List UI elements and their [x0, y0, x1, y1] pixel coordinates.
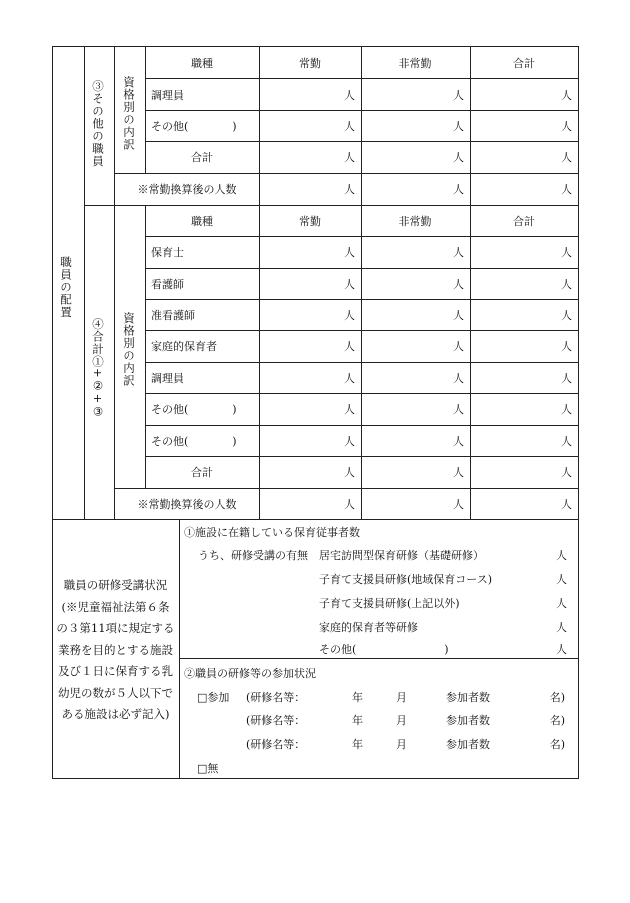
parttime-cell: 人: [453, 89, 464, 102]
fulltime-cell: 人: [344, 89, 355, 102]
column-header: 職種: [191, 57, 213, 70]
training-unit: 人: [556, 573, 567, 586]
fulltime-cell: 人: [344, 340, 355, 353]
fulltime-cell: 人: [344, 151, 355, 164]
training-unit: 人: [556, 597, 567, 610]
section2-title: ②職員の研修等の参加状況: [184, 667, 316, 680]
total-cell: 人: [561, 246, 572, 259]
total-cell: 人: [561, 89, 572, 102]
total-staff-label: ④合計①+②+③: [91, 318, 105, 420]
fulltime-cell: 人: [344, 120, 355, 133]
job-type-cell: 合計: [191, 151, 213, 164]
training-name: 家庭的保育者等研修: [319, 621, 418, 634]
job-type-cell: その他( ): [151, 435, 237, 448]
month-field[interactable]: 月: [396, 714, 407, 727]
section1-prefix: うち、研修受講の有無: [198, 549, 308, 562]
training-name: 子育て支援員研修(上記以外): [319, 597, 460, 610]
fulltime-cell: 人: [344, 278, 355, 291]
none-checkbox[interactable]: □無: [197, 762, 219, 775]
training-note-line: ある施設は必ず記入): [61, 707, 170, 721]
section1-title: ①施設に在籍している保育従事者数: [184, 526, 360, 539]
parttime-cell: 人: [453, 340, 464, 353]
count-unit: 名): [549, 738, 565, 751]
training-note-line: の３第11項に規定する: [56, 621, 175, 635]
total-cell: 人: [561, 120, 572, 133]
parttime-cell: 人: [453, 498, 464, 511]
job-type-cell: 看護師: [151, 278, 184, 291]
total-cell: 人: [561, 340, 572, 353]
total-cell: 人: [561, 309, 572, 322]
column-header: 合計: [513, 215, 535, 228]
training-name-field[interactable]: (研修名等：: [246, 738, 306, 751]
parttime-cell: 人: [453, 435, 464, 448]
fte-label: ※常勤換算後の人数: [137, 498, 237, 511]
training-name-field[interactable]: (研修名等：: [246, 691, 306, 704]
parttime-cell: 人: [453, 183, 464, 196]
training-unit: 人: [556, 549, 567, 562]
total-cell: 人: [561, 466, 572, 479]
total-cell: 人: [561, 151, 572, 164]
training-name: 子育て支援員研修(地域保育コース): [319, 573, 493, 586]
participant-count-field[interactable]: 参加者数: [446, 738, 490, 751]
total-cell: 人: [561, 278, 572, 291]
job-type-cell: 准看護師: [151, 309, 195, 322]
training-note-line: 幼児の数が５人以下で: [58, 686, 173, 700]
column-header: 常勤: [299, 215, 321, 228]
section-label-staff-placement: 職員の配置: [59, 256, 73, 319]
column-header: 非常勤: [398, 215, 432, 228]
fulltime-cell: 人: [344, 246, 355, 259]
column-header: 非常勤: [398, 57, 432, 70]
parttime-cell: 人: [453, 151, 464, 164]
fulltime-cell: 人: [344, 372, 355, 385]
training-unit: 人: [556, 621, 567, 634]
parttime-cell: 人: [453, 466, 464, 479]
job-type-cell: 調理員: [151, 372, 184, 385]
parttime-cell: 人: [453, 403, 464, 416]
participant-count-field[interactable]: 参加者数: [446, 691, 490, 704]
training-title: 職員の研修受講状況: [63, 578, 168, 592]
parttime-cell: 人: [453, 278, 464, 291]
fulltime-cell: 人: [344, 309, 355, 322]
total-staff-breakdown-label: 資格別の内訳: [122, 312, 136, 387]
job-type-cell: 合計: [191, 466, 213, 479]
training-name: 居宅訪問型保育研修（基礎研修）: [319, 549, 484, 562]
count-unit: 名): [549, 714, 565, 727]
fulltime-cell: 人: [344, 435, 355, 448]
count-unit: 名): [549, 691, 565, 704]
fulltime-cell: 人: [344, 183, 355, 196]
column-header: 職種: [191, 215, 213, 228]
column-header: 常勤: [299, 57, 321, 70]
job-type-cell: 調理員: [151, 89, 184, 102]
year-field[interactable]: 年: [352, 714, 363, 727]
total-cell: 人: [561, 435, 572, 448]
year-field[interactable]: 年: [352, 738, 363, 751]
column-header: 合計: [513, 57, 535, 70]
job-type-cell: その他( ): [151, 403, 237, 416]
job-type-cell: 保育士: [151, 246, 184, 259]
participate-checkbox[interactable]: □参加: [197, 691, 230, 704]
total-cell: 人: [561, 498, 572, 511]
parttime-cell: 人: [453, 246, 464, 259]
parttime-cell: 人: [453, 120, 464, 133]
total-cell: 人: [561, 403, 572, 416]
fulltime-cell: 人: [344, 498, 355, 511]
fulltime-cell: 人: [344, 403, 355, 416]
training-note-line: (※児童福祉法第６条: [61, 600, 170, 614]
other-staff-breakdown-label: 資格別の内訳: [122, 76, 136, 151]
training-note-line: 業務を目的とする施設: [58, 643, 173, 657]
job-type-cell: 家庭的保育者: [151, 340, 217, 353]
total-cell: 人: [561, 183, 572, 196]
month-field[interactable]: 月: [396, 738, 407, 751]
total-cell: 人: [561, 372, 572, 385]
parttime-cell: 人: [453, 372, 464, 385]
other-staff-label: ③その他の職員: [91, 80, 105, 168]
parttime-cell: 人: [453, 309, 464, 322]
training-unit: 人: [556, 643, 567, 656]
participant-count-field[interactable]: 参加者数: [446, 714, 490, 727]
month-field[interactable]: 月: [396, 691, 407, 704]
fte-label: ※常勤換算後の人数: [137, 183, 237, 196]
year-field[interactable]: 年: [352, 691, 363, 704]
training-name: その他( ): [319, 643, 449, 656]
fulltime-cell: 人: [344, 466, 355, 479]
job-type-cell: その他( ): [151, 120, 237, 133]
training-name-field[interactable]: (研修名等：: [246, 714, 306, 727]
training-note-line: 及び１日に保育する乳: [58, 664, 173, 678]
